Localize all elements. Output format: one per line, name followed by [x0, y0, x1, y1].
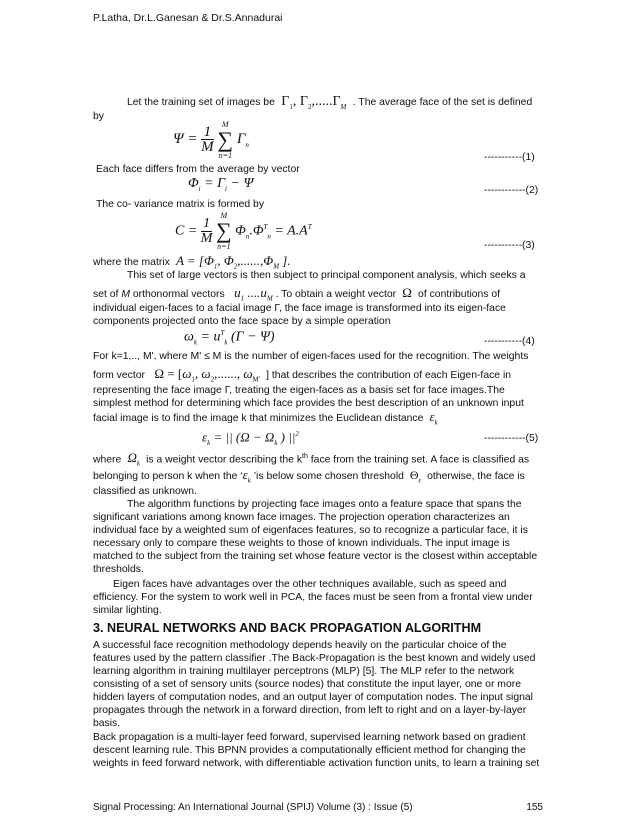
equation-number: -----------(3) — [484, 240, 535, 251]
text-line: A successful face recognition methodology depends heavily on the particular choice of the — [93, 640, 507, 651]
text-line: simplest method for determining which face provides the best description of an unknown input — [93, 398, 524, 409]
equation-number: ------------(5) — [484, 433, 539, 444]
text-line: set of M orthonormal vectors $u_1$ $....u_M$ . To obtain a weight vector Ω of contributions of — [93, 285, 501, 303]
text-line: hidden layers of computation nodes, and an output layer of computation nodes. The input signal — [93, 692, 533, 703]
text-line: learning algorithm in training multilayer perceptrons (MLP) [5]. The MLP refer to the network — [93, 666, 515, 677]
text-line: consisting of a set of sensory units (source nodes) that constitute the input layer, one or more — [93, 679, 521, 690]
text-line: propagates through the network in a forward direction, from left to right and on a layer-by-layer — [93, 705, 527, 716]
text-line: features used by the pattern classifier .The Back-Propagation is the best known and widely used — [93, 653, 536, 664]
equation-number: ------------(2) — [484, 185, 539, 196]
page-number: 155 — [526, 802, 543, 813]
text-line: classified as unknown. — [93, 486, 197, 497]
running-footer: Signal Processing: An International Journal (SPIJ) Volume (3) : Issue (5) — [93, 802, 413, 813]
text-line: The co- variance matrix is formed by — [96, 199, 265, 210]
section-heading: 3. NEURAL NETWORKS AND BACK PROPAGATION ALGORITHM — [93, 621, 482, 635]
text-line: individual eigen-faces to a facial image Γ, the face image is transformed into its eigen-face — [93, 303, 506, 314]
text-line: significant variations among known face images. The projection operation characterizes an — [93, 512, 510, 523]
text-line: Let the training set of images be $\Gamma_1$, $\Gamma_2,.....\Gamma_M$ . The average face of the set is defined — [127, 94, 533, 111]
text-line: form vector $\Omega = [\omega_1$, $\omega_2$,......, $\omega_{M'}$ ] that describes the contribution of each Eigen-face in — [93, 366, 512, 384]
text-line: Each face differs from the average by vector — [96, 164, 300, 175]
text-line: thresholds. — [93, 564, 144, 575]
text-line: by — [93, 111, 104, 122]
text-line: This set of large vectors is then subject to principal component analysis, which seeks a — [127, 270, 526, 281]
text-line: where the matrix $A = [\Phi_1$, $\Phi_2,......,\Phi_M$ ]. — [93, 253, 291, 271]
text-line: The algorithm functions by projecting face images onto a feature space that spans the — [127, 499, 522, 510]
text-line: belonging to person k when the ‘$\varepsilon_k$ ’is below some chosen threshold $\Theta_\varepsilon$ otherwise, the face is — [93, 467, 525, 485]
equation-4: $\omega_k = u^T_k$ (Γ − Ψ) — [184, 329, 275, 347]
text-line: basis. — [93, 718, 121, 729]
equation-5: $\varepsilon_k$ = || ($\Omega - \Omega_k$ ) $||^2$ — [202, 429, 299, 447]
training-set-expression: $\Gamma_1$, $\Gamma_2,.....\Gamma_M$ — [277, 94, 347, 111]
running-header: P.Latha, Dr.L.Ganesan & Dr.S.Annadurai — [93, 12, 283, 24]
text-line: individual face by a weighted sum of eigenfaces features, so to recognize a particular face, it is — [93, 525, 528, 536]
text-line: necessary only to compare these weights to those of known individuals. The input image is — [93, 538, 510, 549]
equation-number: -----------(4) — [484, 336, 535, 347]
text-line: Back propagation is a multi-layer feed forward, supervised learning network based on gradient — [93, 732, 526, 743]
equation-3: C = $\frac{1}{M}$ M ∑ n=1 $\Phi_n.\Phi^T_n = A.A^T$ — [175, 211, 312, 252]
text-line: representing the face image Γ, treating the eigen-faces as a basis set for face images.The — [93, 385, 505, 396]
text-line: components projected onto the face space by a simple operation — [93, 316, 391, 327]
equation-number: -----------(1) — [484, 152, 535, 163]
text-line: For k=1,.., M', where M' ≤ M is the number of eigen-faces used for the recognition. The weights — [93, 351, 529, 362]
text-line: efficiency. For the system to work well in PCA, the faces must be seen from a frontal view under — [93, 592, 533, 603]
text-line: facial image is to find the image k that minimizes the Euclidean distance $\varepsilon_k$ — [93, 409, 438, 427]
text-line: weights in feed forward network, with differentiable activation function units, to learn a training set — [93, 758, 540, 769]
equation-2: $\Phi_i = \Gamma_i - \Psi$ — [188, 176, 254, 193]
text-line: matched to the subject from the training set whose feature vector is the closest within acceptable — [93, 551, 538, 562]
equation-1: Ψ = $\frac{1}{M}$ M ∑ n=1 $\Gamma_n$ — [173, 119, 249, 160]
text-line: Eigen faces have advantages over the other techniques available, such as speed and — [113, 579, 507, 590]
text-line: similar lighting. — [93, 605, 162, 616]
text-line: where $\Omega_k$ is a weight vector describing the $k^{th}$ face from the training set. A face is classified as — [93, 450, 530, 469]
text-line: descent learning rule. This BPNN provides a computationally efficient method for changing the — [93, 745, 526, 756]
